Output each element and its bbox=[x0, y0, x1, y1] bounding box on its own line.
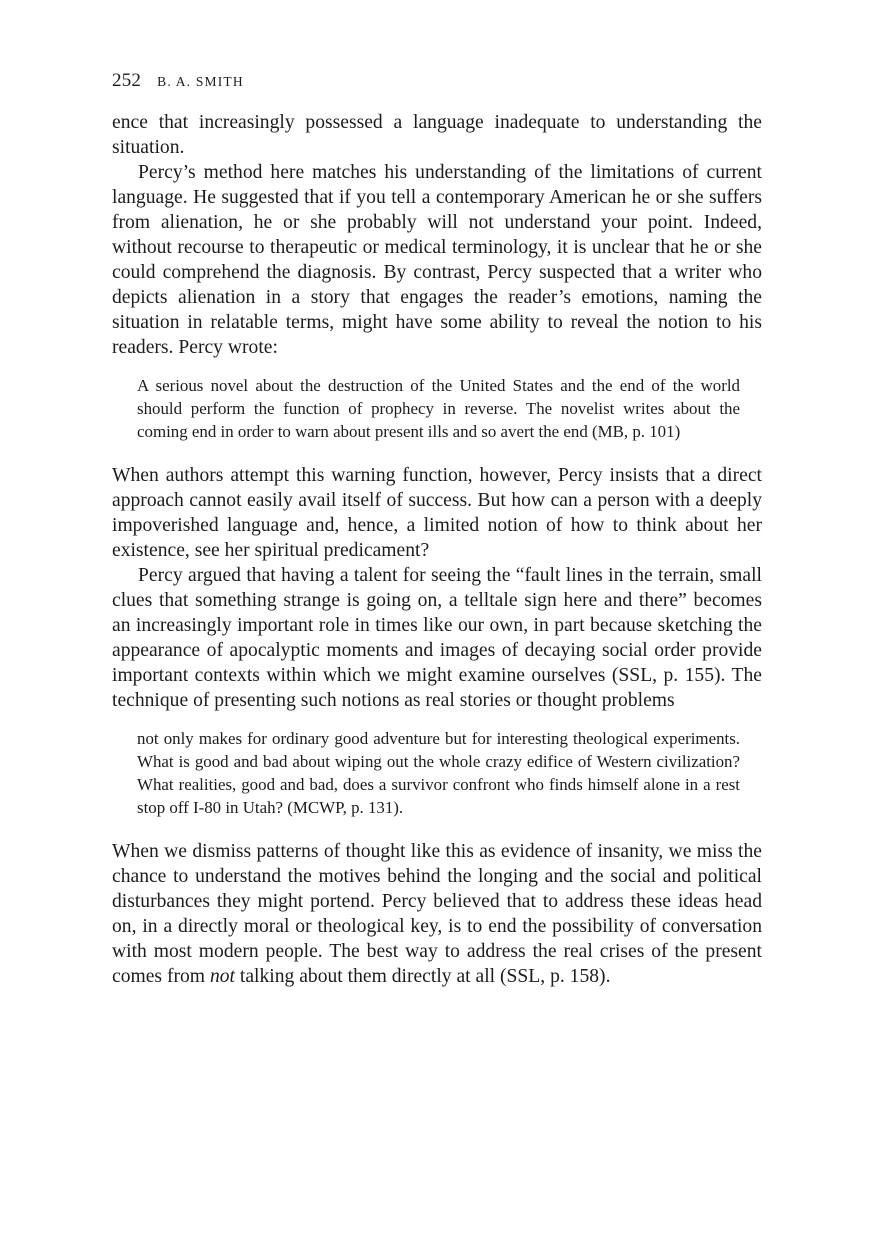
running-head-author: B. A. SMITH bbox=[157, 74, 244, 89]
page bbox=[112, 70, 762, 989]
running-head bbox=[112, 70, 762, 98]
paragraph-5 bbox=[112, 839, 762, 989]
paragraph-2: Percy’s method here matches his understanding of the limitations of current language. He suggested that if you tell a contemporary American he or she suffers from alienation, he or she probably will not understand your point. Indeed, without recourse to therapeutic or medical terminology, it is unclear that he or she could comprehend the diagnosis. By contrast, Percy suspected that a writer who depicts alienation in a story that engages the reader’s emotions, naming the situation in relatable terms, might have some ability to reveal the notion to his readers. Percy wrote: bbox=[112, 162, 762, 358]
paragraph-1: ence that increasingly possessed a language inadequate to understanding the situation. bbox=[112, 112, 762, 158]
paragraph-5-end: talking about them directly at all (SSL, p. 158). bbox=[235, 966, 611, 987]
page-number: 252 bbox=[112, 70, 142, 91]
paragraph-3: When authors attempt this warning function, however, Percy insists that a direct approach cannot easily avail itself of success. But how can a person with a deeply impoverished language and, hence, a limited notion of how to think about her existence, see her spiritual predicament? bbox=[112, 465, 762, 561]
block-quote-1: A serious novel about the destruction of the United States and the end of the world should perform the function of prophecy in reverse. The novelist writes about the coming end in order to warn about present ills and so avert the end (MB, p. 101) bbox=[137, 376, 740, 441]
paragraph-4: Percy argued that having a talent for seeing the “fault lines in the terrain, small clues that something strange is going on, a telltale sign here and there” becomes an increasingly important role in times like our own, in part because sketching the appearance of apocalyptic moments and images of decaying social order provide important contexts within which we might examine ourselves (SSL, p. 155). The technique of presenting such notions as real stories or thought problems bbox=[112, 565, 762, 711]
block-quote-2: not only makes for ordinary good adventure but for interesting theological experiments. What is good and bad about wiping out the whole crazy edifice of Western civilization? What realities, good and bad, does a survivor confront who finds himself alone in a rest stop off I-80 in Utah? (MCWP, p. 131). bbox=[137, 729, 740, 817]
paragraph-5-start: When we dismiss patterns of thought like this as evidence of insanity, we miss the chance to understand the motives behind the longing and the social and political disturbances they might portend. Percy believed that to address these ideas head on, in a directly moral or theological key, is to end the possibility of conversation with most modern people. The best way to address the real crises of the present comes from bbox=[112, 841, 762, 987]
paragraph-5-emphasis: not bbox=[209, 966, 235, 987]
